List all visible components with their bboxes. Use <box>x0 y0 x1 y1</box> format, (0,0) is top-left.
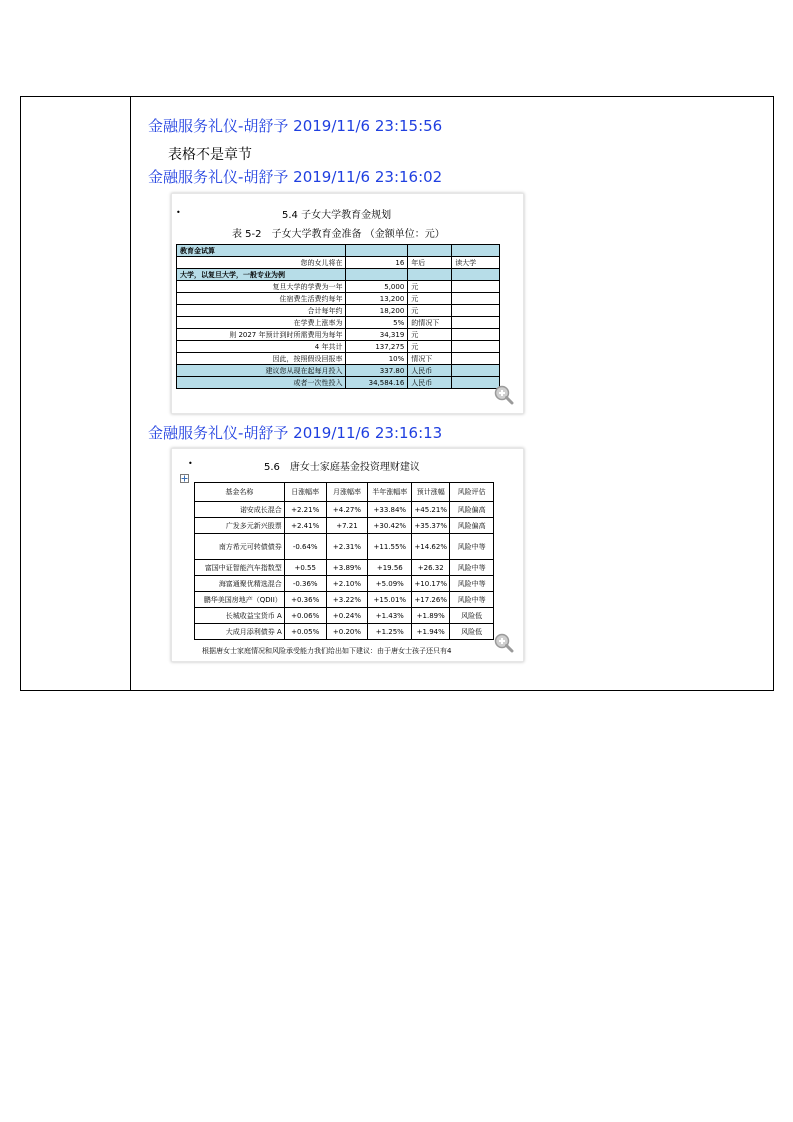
table-cell: 风险中等 <box>450 534 494 560</box>
table-cell: 您的女儿将在 <box>177 257 346 269</box>
table-cell: +45.21% <box>412 502 450 518</box>
table-header-row <box>195 483 494 502</box>
table-cell: +11.55% <box>368 534 412 560</box>
section-title: 5.4 子女大学教育金规划 <box>282 210 392 221</box>
table-cell: +33.84% <box>368 502 412 518</box>
table-cell <box>452 365 500 377</box>
table-row <box>177 317 500 329</box>
table-cell: 5,000 <box>346 281 408 293</box>
table-cell <box>346 269 408 281</box>
table-cell: 风险低 <box>450 624 494 640</box>
table-cell <box>452 281 500 293</box>
table-row <box>195 624 494 640</box>
table-cell: 元 <box>408 293 452 305</box>
table-cell: 大学，以复旦大学，一般专业为例 <box>177 269 346 281</box>
table-row <box>195 560 494 576</box>
table-cell: +0.06% <box>284 608 326 624</box>
table-row <box>177 365 500 377</box>
table-column-divider <box>130 96 131 691</box>
table-cell: 10% <box>346 353 408 365</box>
table-cell <box>408 245 452 257</box>
table-cell: +10.17% <box>412 576 450 592</box>
table-cell <box>452 305 500 317</box>
zoom-in-icon[interactable] <box>494 385 514 405</box>
table-cell: 则 2027 年预计到时所需费用为每年 <box>177 329 346 341</box>
table-cell: 长城收益宝货币 A <box>195 608 285 624</box>
table-row <box>177 341 500 353</box>
table-cell: 人民币 <box>408 365 452 377</box>
table-row <box>177 245 500 257</box>
table-cell: 337.80 <box>346 365 408 377</box>
table-cell: 风险低 <box>450 608 494 624</box>
table-cell: 鹏华美国房地产（QDII） <box>195 592 285 608</box>
table-cell: 大成月添利债券 A <box>195 624 285 640</box>
table-cell: 风险中等 <box>450 592 494 608</box>
table-row <box>177 353 500 365</box>
table-cell: +0.36% <box>284 592 326 608</box>
column-header: 月涨幅率 <box>326 483 368 502</box>
table-cell: 元 <box>408 341 452 353</box>
table-cell: 在学费上涨率为 <box>177 317 346 329</box>
table-cell: 18,200 <box>346 305 408 317</box>
table-cell: 13,200 <box>346 293 408 305</box>
table-row <box>177 269 500 281</box>
table-cell: 元 <box>408 329 452 341</box>
table-row <box>177 305 500 317</box>
table-cell: 5% <box>346 317 408 329</box>
table-cell: +3.89% <box>326 560 368 576</box>
comment-3-header[interactable]: 金融服务礼仪-胡舒予 2019/11/6 23:16:13 <box>148 424 443 442</box>
column-header: 日涨幅率 <box>284 483 326 502</box>
table-cell: 风险偏高 <box>450 518 494 534</box>
fund-advice-table <box>194 482 494 640</box>
table-cell: 4 年共计 <box>177 341 346 353</box>
education-fund-table <box>176 244 500 389</box>
table-cell: +14.62% <box>412 534 450 560</box>
table-cell: +1.94% <box>412 624 450 640</box>
table-cell: +19.56 <box>368 560 412 576</box>
table-cell: +2.10% <box>326 576 368 592</box>
zoom-in-icon[interactable] <box>494 633 514 653</box>
table-cell: +15.01% <box>368 592 412 608</box>
table-row <box>177 293 500 305</box>
table-cell <box>452 353 500 365</box>
table-cell: +2.21% <box>284 502 326 518</box>
table-cell: 建议您从现在起每月投入 <box>177 365 346 377</box>
table-cell: 元 <box>408 281 452 293</box>
table-row <box>195 592 494 608</box>
table-cell: -0.36% <box>284 576 326 592</box>
table-cell: 或者一次性投入 <box>177 377 346 389</box>
table-cell: 的情况下 <box>408 317 452 329</box>
table-cell: 年后 <box>408 257 452 269</box>
table-cell: +0.20% <box>326 624 368 640</box>
table-row <box>195 576 494 592</box>
table-cell: +3.22% <box>326 592 368 608</box>
table-cell: 风险中等 <box>450 576 494 592</box>
table-cell: +0.24% <box>326 608 368 624</box>
table-cell: 风险中等 <box>450 560 494 576</box>
table-cell: +2.31% <box>326 534 368 560</box>
table-row <box>177 329 500 341</box>
table-cell <box>452 377 500 389</box>
table-cell: +30.42% <box>368 518 412 534</box>
table-cell: +1.43% <box>368 608 412 624</box>
table-cell: +35.37% <box>412 518 450 534</box>
column-header: 基金名称 <box>195 483 285 502</box>
column-header: 预计涨幅 <box>412 483 450 502</box>
table-cell: +17.26% <box>412 592 450 608</box>
table-cell: 34,319 <box>346 329 408 341</box>
column-header: 半年涨幅率 <box>368 483 412 502</box>
table-cell: +26.32 <box>412 560 450 576</box>
table-cell <box>452 269 500 281</box>
table-cell: 34,584.16 <box>346 377 408 389</box>
table-cell: 海富通聚优精选混合 <box>195 576 285 592</box>
table-cell: +4.27% <box>326 502 368 518</box>
table-row <box>177 377 500 389</box>
table-cell: 情况下 <box>408 353 452 365</box>
table-cell: 元 <box>408 305 452 317</box>
table-cell: +7.21 <box>326 518 368 534</box>
bullet-mark: • <box>176 208 181 217</box>
comment-2-header[interactable]: 金融服务礼仪-胡舒予 2019/11/6 23:16:02 <box>148 168 443 186</box>
comment-1-body: 表格不是章节 <box>168 147 252 163</box>
table-row <box>195 518 494 534</box>
table-cell <box>346 245 408 257</box>
table-cell: 因此，按照假设回报率 <box>177 353 346 365</box>
table-cell <box>408 269 452 281</box>
table-cell: +0.55 <box>284 560 326 576</box>
table-cell: 南方希元可转债债券 <box>195 534 285 560</box>
table-row <box>195 502 494 518</box>
embedded-screenshot-education-fund[interactable] <box>171 193 524 414</box>
table-cell: 16 <box>346 257 408 269</box>
table-cell <box>452 341 500 353</box>
section-title: 5.6 唐女士家庭基金投资理财建议 <box>264 462 420 473</box>
embedded-screenshot-fund-advice[interactable] <box>171 448 524 662</box>
footnote-text: 根据唐女士家庭情况和风险承受能力我们给出如下建议：由于唐女士孩子还只有4 <box>202 647 452 655</box>
table-row <box>177 281 500 293</box>
table-cell: 诺安成长混合 <box>195 502 285 518</box>
table-cell <box>452 245 500 257</box>
table-cell: +1.89% <box>412 608 450 624</box>
table-cell: +2.41% <box>284 518 326 534</box>
table-cell: 合计每年约 <box>177 305 346 317</box>
table-cell <box>452 317 500 329</box>
table-row <box>195 534 494 560</box>
table-cell: +0.05% <box>284 624 326 640</box>
table-cell: 复旦大学的学费为一年 <box>177 281 346 293</box>
table-cell <box>452 293 500 305</box>
table-cell: 富国中证智能汽车指数型 <box>195 560 285 576</box>
column-header: 风险评估 <box>450 483 494 502</box>
table-cell: 人民币 <box>408 377 452 389</box>
table-cell: 教育金试算 <box>177 245 346 257</box>
table-cell: 广发多元新兴股票 <box>195 518 285 534</box>
table-cell: +5.09% <box>368 576 412 592</box>
table-row <box>195 608 494 624</box>
table-cell: 风险偏高 <box>450 502 494 518</box>
table-cell: +1.25% <box>368 624 412 640</box>
table-cell: 读大学 <box>452 257 500 269</box>
table-cell <box>452 329 500 341</box>
table-title: 表 5-2 子女大学教育金准备 （金额单位：元） <box>232 229 445 240</box>
table-move-handle-icon[interactable] <box>180 474 189 483</box>
table-cell: -0.64% <box>284 534 326 560</box>
comment-1-header[interactable]: 金融服务礼仪-胡舒予 2019/11/6 23:15:56 <box>148 117 443 135</box>
table-cell: 137,275 <box>346 341 408 353</box>
table-row <box>177 257 500 269</box>
table-cell: 住宿费生活费约每年 <box>177 293 346 305</box>
bullet-mark: • <box>188 459 193 468</box>
